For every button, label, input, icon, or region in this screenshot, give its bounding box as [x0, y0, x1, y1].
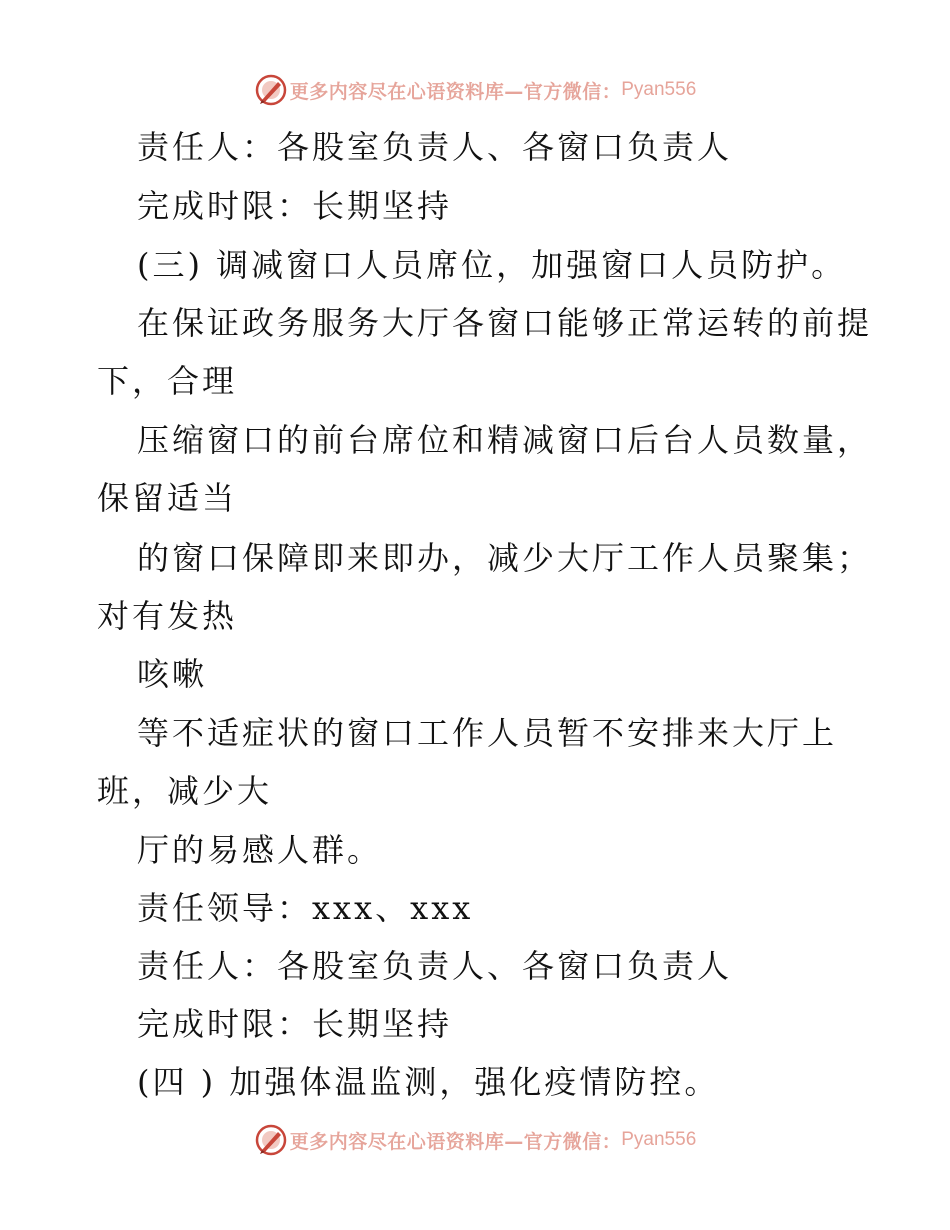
watermark-banner-top — [0, 70, 950, 110]
text-line: 责任人：各股室负责人、各窗口负责人 — [137, 947, 733, 985]
text-line: 等不适症状的窗口工作人员暂不安排来大厅上 — [137, 714, 838, 752]
pen-logo-icon — [254, 73, 288, 107]
text-line: 责任领导：xxx、xxx — [137, 889, 474, 927]
text-line: 在保证政务服务大厅各窗口能够正常运转的前提 — [137, 304, 873, 342]
text-line: 压缩窗口的前台席位和精减窗口后台人员数量， — [137, 421, 873, 459]
watermark-wechat-id: Pyan556 — [621, 79, 697, 100]
text-line: 责任人：各股室负责人、各窗口负责人 — [137, 128, 733, 166]
text-line: 保留适当 — [97, 479, 238, 517]
watermark-text: 更多内容尽在心语资料库—官方微信： — [289, 1130, 622, 1153]
text-line: 完成时限：长期坚持 — [137, 187, 453, 225]
watermark-wechat-id: Pyan556 — [621, 1129, 697, 1150]
section-heading-4: (四 ) 加强体温监测，强化疫情防控。 — [137, 1063, 720, 1101]
watermark-text: 更多内容尽在心语资料库—官方微信： — [289, 80, 622, 103]
watermark-banner-bottom — [0, 1120, 950, 1160]
text-line: 对有发热 — [97, 597, 238, 635]
text-line: 厅的易感人群。 — [137, 831, 383, 869]
text-line: 的窗口保障即来即办，减少大厅工作人员聚集； — [137, 539, 873, 577]
text-line: 下，合理 — [97, 362, 238, 400]
text-line: 班，减少大 — [97, 772, 273, 810]
pen-logo-icon — [254, 1123, 288, 1157]
text-line: 完成时限：长期坚持 — [137, 1005, 453, 1043]
section-heading-3: (三) 调减窗口人员席位，加强窗口人员防护。 — [137, 246, 847, 284]
text-line: 咳嗽 — [137, 655, 208, 693]
